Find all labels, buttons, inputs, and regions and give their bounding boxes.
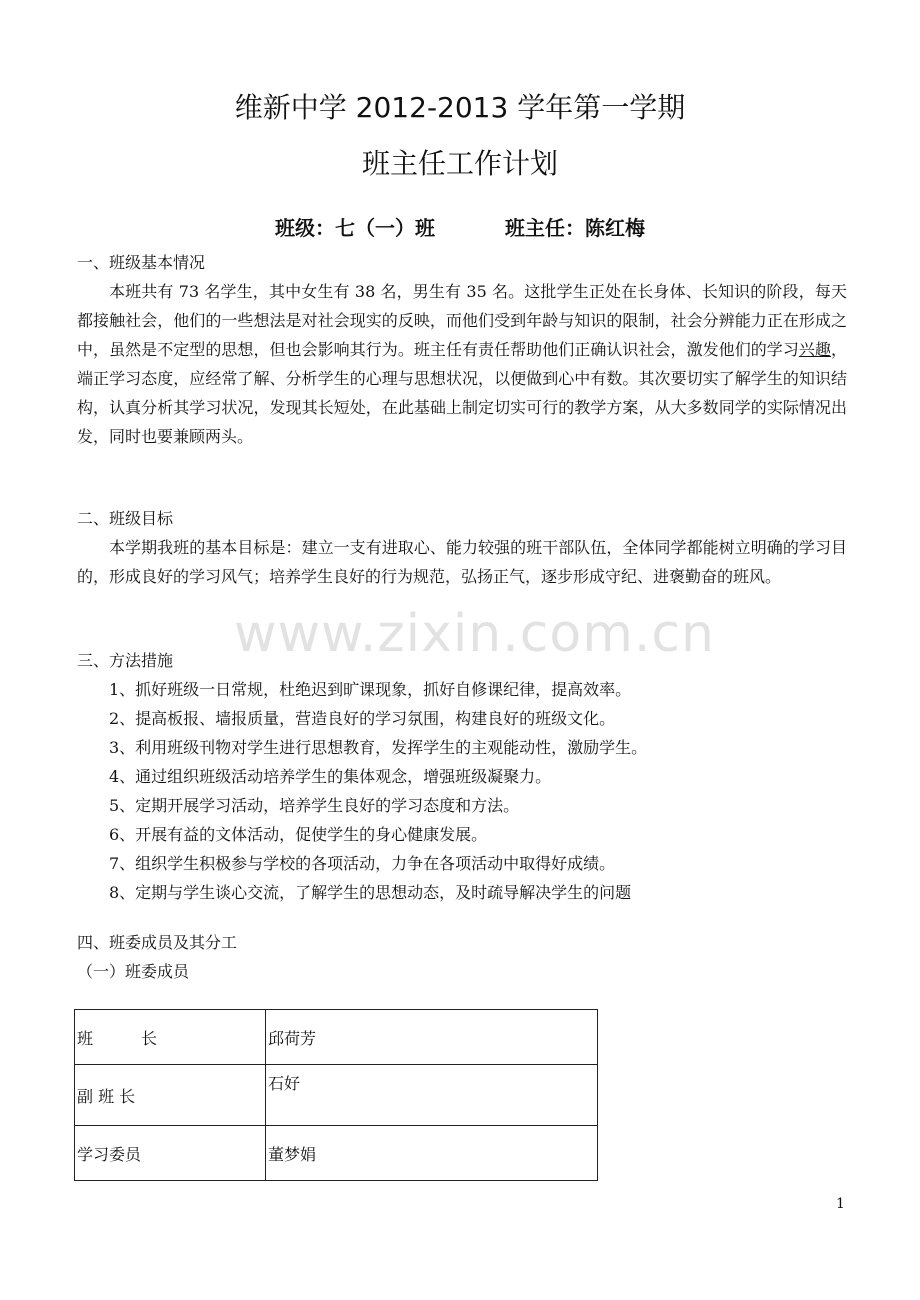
table-row bbox=[75, 1065, 598, 1126]
table-cell-name: 石好 bbox=[266, 1065, 598, 1126]
table-row bbox=[75, 1010, 598, 1065]
section1-heading: 一、班级基本情况 bbox=[77, 253, 206, 272]
list-item: 8、定期与学生谈心交流，了解学生的思想动态，及时疏导解决学生的问题 bbox=[109, 883, 632, 902]
watermark: www.zixin.com.cn bbox=[234, 604, 715, 664]
section4-subheading: （一）班委成员 bbox=[77, 962, 190, 981]
section4-heading: 四、班委成员及其分工 bbox=[77, 933, 238, 952]
section-basic-info bbox=[77, 248, 847, 451]
class-info bbox=[0, 212, 920, 241]
table-cell-role: 班 长 bbox=[75, 1010, 266, 1065]
section1-paragraph: 本班共有 73 名学生，其中女生有 38 名，男生有 35 名。这批学生正处在长身体、长知识的阶段，每天都接触社会，他们的一些想法是对社会现实的反映，而他们受到年龄与知识的限制，社会分辨能力正在形成之中，虽然是不定型的思想，但也会影响其行为。班主任有责任帮助他们正确认识社会，激发他们的学习兴趣，端正学习态度，应经常了解、分析学生的心理与思想状况，以便做到心中有数。其次要切实了解学生的知识结构，认真分析其学习状况，发现其长短处，在此基础上制定切实可行的教学方案，从大多数同学的实际情况出发，同时也要兼顾两头。 bbox=[77, 282, 847, 446]
list-item: 6、开展有益的文体活动，促使学生的身心健康发展。 bbox=[109, 825, 488, 844]
table-cell-name: 邱荷芳 bbox=[266, 1010, 598, 1065]
teacher-label: 班主任：陈红梅 bbox=[505, 216, 645, 240]
document-title: 维新中学 2012-2013 学年第一学期 bbox=[234, 91, 686, 124]
list-item: 5、定期开展学习活动，培养学生良好的学习态度和方法。 bbox=[109, 796, 520, 815]
document-subtitle: 班主任工作计划 bbox=[361, 147, 558, 180]
committee-table bbox=[74, 1009, 598, 1181]
page-number: 1 bbox=[836, 1196, 845, 1212]
table-row bbox=[75, 1126, 598, 1181]
list-item: 1、抓好班级一日常规，杜绝迟到旷课现象，抓好自修课纪律，提高效率。 bbox=[109, 680, 632, 699]
section2-paragraph: 本学期我班的基本目标是：建立一支有进取心、能力较强的班干部队伍，全体同学都能树立明确的学习目的，形成良好的学习风气；培养学生良好的行为规范，弘扬正气，逐步形成守纪、进褒勤奋的班风。 bbox=[77, 538, 847, 586]
methods-list bbox=[77, 675, 847, 907]
section3-heading: 三、方法措施 bbox=[77, 651, 174, 670]
section-methods bbox=[77, 646, 847, 907]
class-label: 班级：七（一）班 bbox=[275, 216, 435, 240]
table-cell-role: 学习委员 bbox=[75, 1126, 266, 1181]
list-item: 3、利用班级刊物对学生进行思想教育，发挥学生的主观能动性，激励学生。 bbox=[109, 738, 648, 757]
underlined-word: 兴趣 bbox=[798, 340, 831, 359]
section-goals bbox=[77, 504, 847, 591]
list-item: 2、提高板报、墙报质量，营造良好的学习氛围，构建良好的班级文化。 bbox=[109, 709, 616, 728]
list-item: 4、通过组织班级活动培养学生的集体观念，增强班级凝聚力。 bbox=[109, 767, 552, 786]
table-cell-role: 副 班 长 bbox=[75, 1065, 266, 1126]
section2-heading: 二、班级目标 bbox=[77, 509, 174, 528]
section-committee bbox=[77, 928, 847, 986]
list-item: 7、组织学生积极参与学校的各项活动，力争在各项活动中取得好成绩。 bbox=[109, 854, 616, 873]
table-cell-name: 董梦娟 bbox=[266, 1126, 598, 1181]
